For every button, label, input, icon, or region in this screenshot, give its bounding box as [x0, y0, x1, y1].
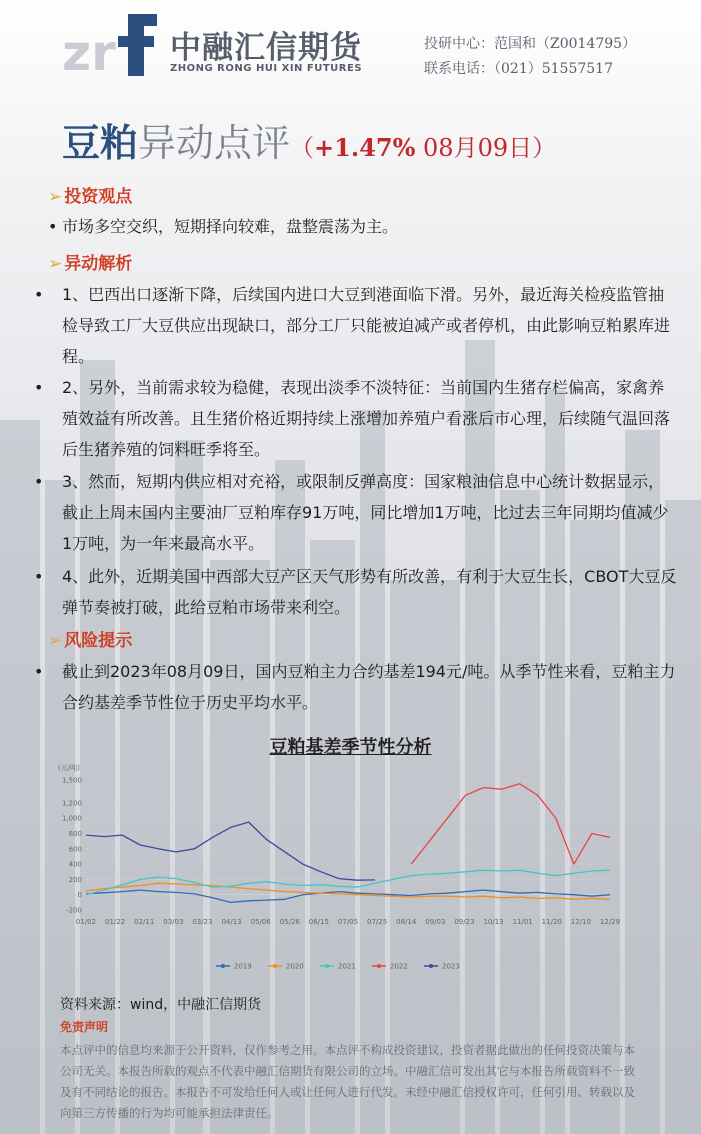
x-tick-label: 11/20	[541, 918, 562, 926]
x-tick-label: 12/10	[570, 918, 591, 926]
y-tick-label: 0	[77, 891, 82, 900]
title-subject: 异动点评	[138, 121, 291, 165]
x-tick-label: 03/03	[163, 918, 184, 926]
legend-marker-2019	[221, 964, 225, 968]
brand-name-cn: 中融汇信期货	[170, 30, 362, 66]
x-tick-label: 04/13	[221, 918, 242, 926]
bullet-icon: •	[48, 217, 58, 236]
y-tick-label: 1,000	[61, 814, 82, 823]
bullet-icon: •	[34, 285, 44, 304]
arrow-icon: ➢	[48, 631, 63, 651]
section-heading-risk: ➢ 风险提示	[48, 631, 133, 651]
x-tick-label: 02/11	[134, 918, 155, 926]
x-tick-label: 07/25	[367, 918, 388, 926]
series-line-2021	[86, 870, 610, 895]
section-heading-view: ➢ 投资观点	[48, 187, 133, 207]
bullet-icon: •	[34, 662, 44, 681]
brand-name-en: ZHONG RONG HUI XIN FUTURES	[170, 63, 363, 74]
title-change-pct: +1.47%	[314, 133, 416, 162]
disclaimer-heading: 免责声明	[60, 1020, 109, 1034]
svg-text:zr: zr	[62, 24, 116, 78]
disclaimer-text: 本点评中的信息均来源于公开资料，仅作参考之用。本点评不构成投资建议，投资者据此做出的任何投资决策与本公司无关。本报告所载的观点不代表中融汇信期货有限公司的立场。中融汇信可发出其它与本报告所载资料不一致及有不同结论的报告。本报告不可发给任何人或让任何人进行代发。未经中融汇信授权许可，任何引用、转载以及向第三方传播的行为均可能承担法律责任。	[60, 1043, 635, 1120]
chart-title: 豆粕基差季节性分析	[269, 737, 432, 758]
series-line-2022	[411, 784, 610, 864]
legend-label-2019: 2019	[234, 962, 252, 971]
section-heading-analysis: ➢ 异动解析	[48, 254, 133, 274]
title-product: 豆粕	[62, 120, 139, 165]
series-line-2019	[86, 890, 610, 902]
list-item: • 市场多空交织，短期择向较难，盘整震荡为主。	[48, 211, 663, 242]
contact-phone: 联系电话：（021）51557517	[424, 61, 613, 77]
series-line-2023	[86, 822, 375, 880]
x-tick-label: 08/14	[396, 918, 417, 926]
x-tick-label: 07/05	[337, 918, 359, 926]
y-tick-label: -200	[66, 906, 82, 915]
y-tick-label: 400	[68, 860, 82, 869]
arrow-icon: ➢	[48, 187, 63, 207]
x-tick-label: 05/26	[279, 918, 300, 926]
list-item: • 截止到2023年08月09日，国内豆粕主力合约基差194元/吨。从季节性来看，豆粕主力合约基差季节性位于历史平均水平。	[48, 656, 677, 718]
x-tick-label: 11/01	[512, 918, 533, 926]
list-item: • 2、另外，当前需求较为稳健，表现出淡季不淡特征：当前国内生猪存栏偏高，家禽养殖效益有所改善。且生猪价格近期持续上涨增加养殖户看涨后市心理，后续随气温回落后生猪养殖的饲料旺季将至。	[48, 372, 677, 465]
bullet-icon: •	[34, 472, 44, 491]
x-tick-label: 09/03	[425, 918, 446, 926]
y-tick-label: 1,500	[61, 776, 82, 785]
y-tick-label: 600	[68, 845, 82, 854]
legend-marker-2020	[273, 964, 277, 968]
legend-marker-2021	[325, 964, 329, 968]
bullet-icon: •	[34, 567, 44, 586]
x-tick-label: 09/23	[454, 918, 475, 926]
data-source: 资料来源：wind，中融汇信期货	[60, 997, 262, 1013]
legend-label-2023: 2023	[442, 962, 460, 971]
basis-seasonality-chart	[56, 758, 622, 980]
legend-label-2021: 2021	[338, 962, 356, 971]
list-item: • 1、巴西出口逐渐下降，后续国内进口大豆到港面临下滑。另外，最近海关检疫监管抽检导致工厂大豆供应出现缺口，部分工厂只能被迫减产或者停机，由此影响豆粕累库进程。	[48, 279, 677, 372]
x-tick-label: 05/06	[250, 918, 271, 926]
title-date: 08月09日）	[415, 134, 557, 162]
list-item: • 4、此外，近期美国中西部大豆产区天气形势有所改善，有利于大豆生长，CBOT大豆反弹节奏被打破，此给豆粕市场带来利空。	[48, 561, 677, 623]
contact-researcher: 投研中心：范国和（Z0014795）	[424, 36, 637, 52]
page-title	[62, 112, 556, 167]
x-tick-label: 10/13	[483, 918, 504, 926]
x-tick-label: 01/22	[105, 918, 126, 926]
x-tick-label: 06/15	[308, 918, 329, 926]
y-tick-label: 800	[68, 830, 82, 839]
company-logo	[62, 12, 157, 78]
legend-marker-2023	[429, 964, 433, 968]
x-tick-label: 01/02	[75, 918, 97, 926]
list-item: • 3、然而，短期内供应相对充裕，或限制反弹高度：国家粮油信息中心统计数据显示，截止上周末国内主要油厂豆粕库存91万吨，同比增加1万吨，比过去三年同期均值减少1万吨，为一年来最高水平。	[48, 466, 677, 559]
legend-label-2022: 2022	[390, 962, 408, 971]
legend-marker-2022	[377, 964, 381, 968]
legend-label-2020: 2020	[286, 962, 304, 971]
y-tick-label: 200	[68, 875, 82, 884]
arrow-icon: ➢	[48, 254, 63, 274]
x-tick-label: 12/29	[599, 918, 621, 926]
x-tick-label: 03/23	[192, 918, 213, 926]
y-axis-unit-label: (元/吨)	[58, 764, 80, 772]
bullet-icon: •	[34, 378, 44, 397]
title-open-paren: （	[290, 134, 315, 162]
y-tick-label: 1,200	[61, 799, 82, 808]
